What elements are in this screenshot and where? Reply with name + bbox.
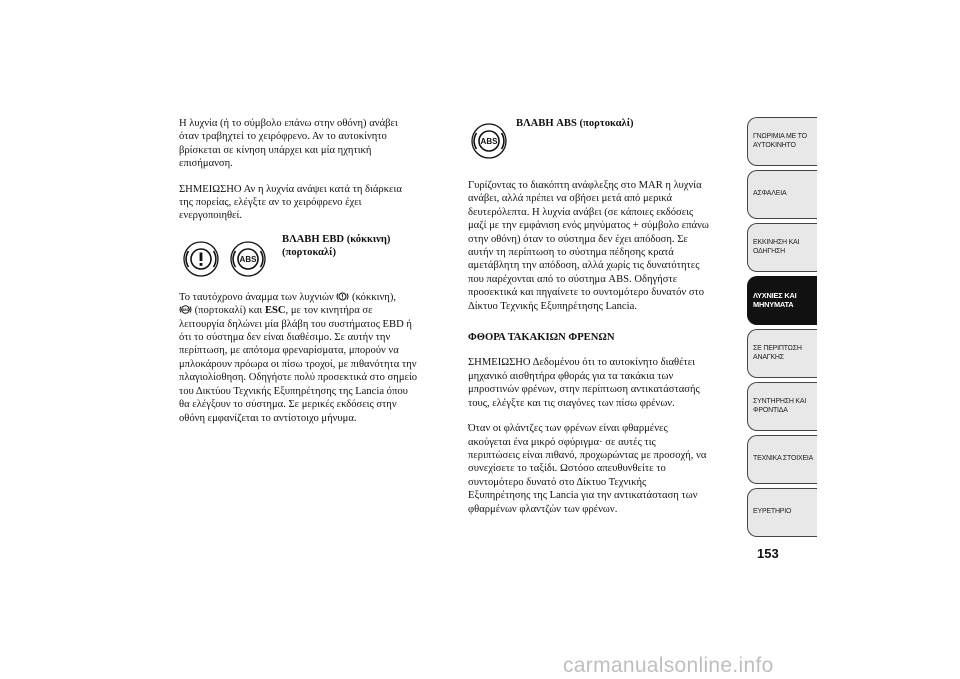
- abs-icon: [230, 241, 266, 277]
- page-number: 153: [757, 546, 779, 561]
- chapter-tab-label: ΕΥΡΕΤΗΡΙΟ: [753, 508, 792, 516]
- watermark: carmanualsonline.info: [563, 654, 774, 677]
- chapter-tabs: [747, 117, 817, 541]
- chapter-tab-label: ΣΥΝΤΗΡΗΣΗ ΚΑΙ ΦΡΟΝΤΙΔΑ: [753, 397, 807, 414]
- brake-pad-note-paragraph: ΣΗΜΕΙΩΣΗΟ Δεδομένου ότι το αυτοκίνητο διαθέτει μηχανικό αισθητήρα φθοράς για τα τακάκια των μπροστινών φρένων, στην περίπτωση αντικατάστασής τους, ελέγξτε και τις σιαγόνες των πίσω φρένων.: [468, 357, 700, 409]
- chapter-tab-label: ΛΥΧΝΙΕΣ ΚΑΙ ΜΗΝΥΜΑΤΑ: [753, 290, 797, 309]
- brake-pad-wear-heading: ΦΘΟΡΑ ΤΑΚΑΚΙΩΝ ΦΡΕΝΩΝ: [468, 332, 615, 344]
- brake-warning-inline-icon: [336, 291, 349, 302]
- chapter-tab-3[interactable]: [747, 223, 817, 272]
- left-column: [179, 117, 444, 425]
- chapter-tab-label: ΓΝΩΡΙΜΙΑ ΜΕ ΤΟ ΑΥΤΟΚΙΝΗΤΟ: [753, 132, 807, 149]
- svg-text:ABS: ABS: [480, 137, 498, 146]
- abs-icon: [471, 123, 507, 159]
- chapter-tab-4[interactable]: [747, 276, 817, 325]
- chapter-tab-1[interactable]: [747, 117, 817, 166]
- chapter-tab-2[interactable]: [747, 170, 817, 219]
- chapter-tab-label: ΑΣΦΑΛΕΙΑ: [753, 190, 787, 198]
- chapter-tab-5[interactable]: [747, 329, 817, 378]
- ebd-heading: ΒΛΑΒΗ EBD (κόκκινη) (πορτοκαλί): [282, 233, 391, 259]
- chapter-tab-label: ΣΕ ΠΕΡΙΠΤΩΣΗ ΑΝΑΓΚΗΣ: [753, 344, 802, 361]
- ebd-heading-block: [179, 233, 444, 291]
- brake-warning-icon: [183, 241, 219, 277]
- brake-pad-wear-paragraph: Όταν οι φλάντζες των φρένων είναι φθαρμένες ακούγεται ένα μικρό σφύριγμα· σε αυτές τις περιπτώσεις είναι πιθανό, προχωρώντας με προσοχή, να συνεχίσετε το ταξίδι. Ωστόσο απευθυνθείτε το συντομότερο δυνατό στο Δίκτυο Τεχνικής Εξυπηρέτησης της Lancia για την αντικατάσταση των φθαρμένων φλαντζών των φρένων.: [468, 423, 707, 515]
- brake-intro-paragraph: Η λυχνία (ή το σύμβολο επάνω στην οθόνη) ανάβει όταν τραβηχτεί το χειρόφρενο. Αν το αυτοκίνητο βρίσκεται σε κίνηση υπάρχει και μία ηχητική επισήμανση.: [179, 118, 398, 170]
- svg-text:ABS: ABS: [239, 254, 257, 264]
- abs-heading-block: [468, 117, 738, 179]
- brake-note-paragraph: ΣΗΜΕΙΩΣΗΟ Αν η λυχνία ανάψει κατά τη διάρκεια της πορείας, ελέγξτε αν το χειρόφρενο έχει ενεργοποιηθεί.: [179, 183, 402, 222]
- abs-heading: ΒΛΑΒΗ ABS (πορτοκαλί): [516, 118, 634, 129]
- chapter-tab-label: ΕΚΚΙΝΗΣΗ ΚΑΙ ΟΔΗΓΗΣΗ: [753, 238, 800, 255]
- chapter-tab-label: ΤΕΧΝΙΚΑ ΣΤΟΙΧΕΙΑ: [753, 455, 814, 463]
- ebd-paragraph: Το ταυτόχρονο άναμμα των λυχνιών (κόκκινη), ABS (πορτοκαλί) και ESC, με τον κινητήρα σε λειτουργία δηλώνει μία βλάβη του συστήματος EBD ή ότι το σύστημα δεν είναι διαθέσιμο. Σε αυτήν την περίπτωση, με απότομα φρεναρίσματα, μπορούν να μπλοκάρουν πρόωρα οι πίσω τροχοί, με πιθανότητα την πλαγιολίσθηση. Οδηγήστε πολύ προσεκτικά στο σημείο του Δικτύου Τεχνικής Εξυπηρέτησης της Lancia όπου θα ελέγξουν το σύστημα. Σε μερικές εκδόσεις στην οθόνη εμφανίζεται το αντίστοιχο μήνυμα.: [179, 291, 418, 424]
- chapter-tab-7[interactable]: [747, 435, 817, 484]
- right-column: [468, 117, 738, 516]
- abs-paragraph: Γυρίζοντας το διακόπτη ανάφλεξης στο MAR η λυχνία ανάβει, αλλά πρέπει να σβήσει μετά από μερικά δευτερόλεπτα. Η λυχνία ανάβει (σε κάποιες εκδόσεις μαζί με την εμφάνιση ενός μηνύματος + σύμβολο επάνω στην οθόνη) όταν το σύστημα δεν έχει απόδοση. Σε αυτήν τη περίπτωση το σύστημα πέδησης κρατά αμετάβλητη την απόδοση, αλλά χωρίς τις δυνατότητες που παρέχονται από το σύστημα ABS. Οδηγήστε προσεκτικά και πηγαίνετε το συντομότερο δυνατόν στο Δίκτυο Τεχνικής Εξυπηρέτησης Lancia.: [468, 180, 709, 312]
- chapter-tab-6[interactable]: [747, 382, 817, 431]
- svg-text:ABS: ABS: [182, 308, 189, 313]
- chapter-tab-8[interactable]: [747, 488, 817, 537]
- abs-inline-icon: [179, 304, 192, 315]
